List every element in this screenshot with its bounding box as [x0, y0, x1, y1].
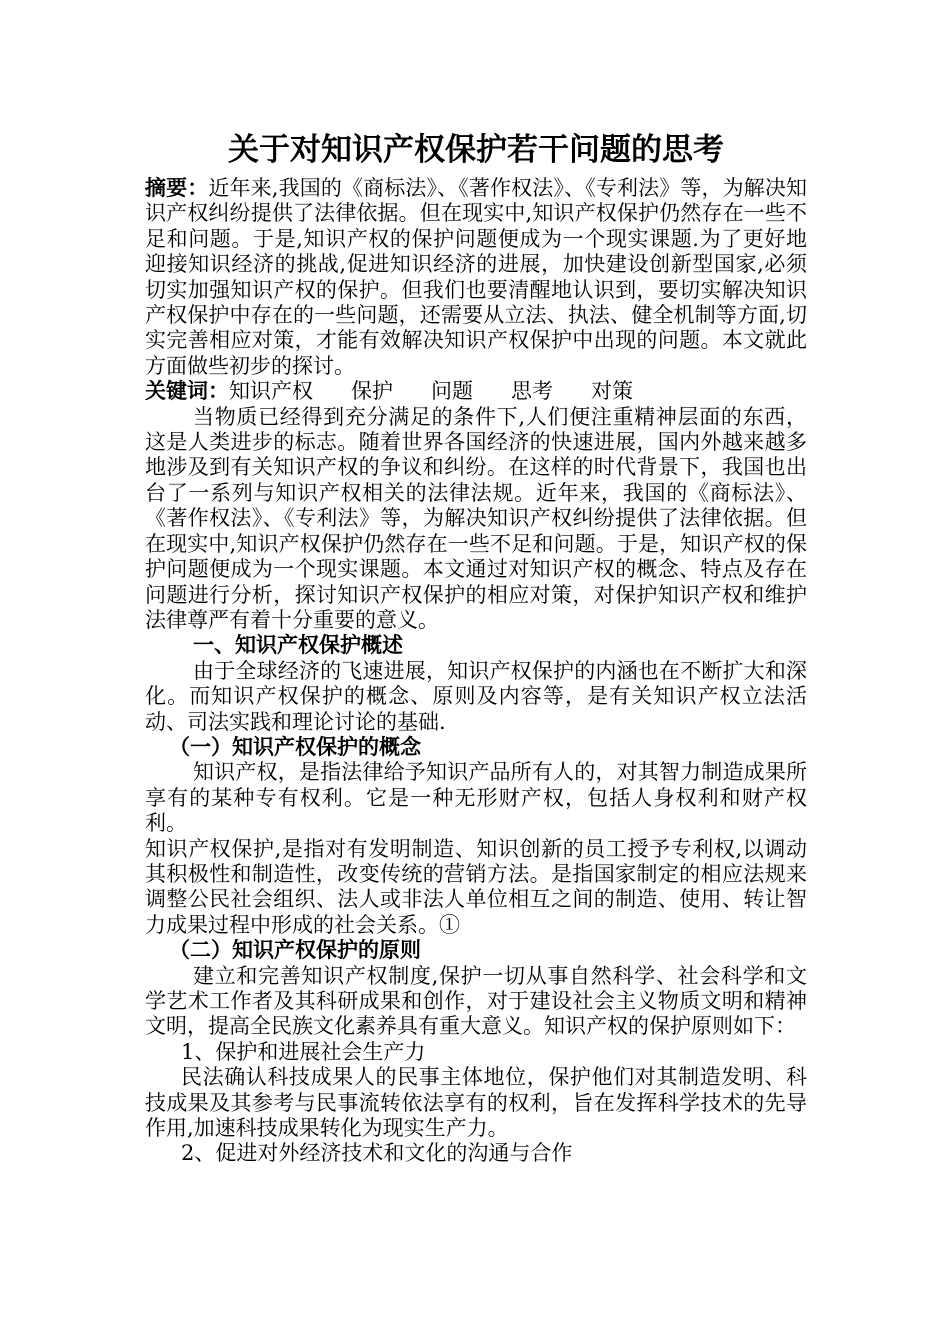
body-paragraph: 知识产权，是指法律给予知识产品所有人的，对其智力制造成果所享有的某种专有权利。它是一种无形财产权，包括人身权利和财产权利。 [145, 760, 807, 836]
abstract-text: 近年来,我国的《商标法》、《著作权法》、《专利法》等，为解决知识产权纠纷提供了法律依据。但在现实中,知识产权保护仍然存在一些不足和问题。于是,知识产权的保护问题便成为一个现实课题.为了更好地迎接知识经济的挑战,促进知识经济的进展，加快建设创新型国家,必须切实加强知识产权的保护。但我们也要清醒地认识到，要切实解决知识产权保护中存在的一些问题，还需要从立法、执法、健全机制等方面,切实完善相应对策，才能有效解决知识产权保护中出现的问题。本文就此方面做些初步的探讨。 [145, 176, 807, 378]
keyword-item: 知识产权 [229, 379, 313, 404]
section-paragraph: 由于全球经济的飞速进展，知识产权保护的内涵也在不断扩大和深化。而知识产权保护的概念、原则及内容等，是有关知识产权立法活动、司法实践和理论讨论的基础. [145, 658, 807, 734]
keyword-item: 思考 [511, 379, 553, 404]
keyword-item: 问题 [431, 379, 473, 404]
subsection-heading: （一）知识产权保护的概念 [169, 734, 421, 759]
keyword-item: 对策 [591, 379, 633, 404]
body-paragraph: 民法确认科技成果人的民事主体地位，保护他们对其制造发明、科技成果及其参考与民事流转依法享有的权利，旨在发挥科学技术的先导作用,加速科技成果转化为现实生产力。 [145, 1065, 807, 1141]
section-heading: 一、知识产权保护概述 [193, 633, 403, 658]
keywords-label: 关键词： [145, 379, 229, 404]
subsection-heading: （二）知识产权保护的原则 [169, 938, 421, 963]
intro-paragraph: 当物质已经得到充分满足的条件下,人们便注重精神层面的东西，这是人类进步的标志。随着世界各国经济的快速进展，国内外越来越多地涉及到有关知识产权的争议和纠纷。在这样的时代背景下，我国也出台了一系列与知识产权相关的法律法规。近年来，我国的《商标法》、《著作权法》、《专利法》等，为解决知识产权纠纷提供了法律依据。但在现实中,知识产权保护仍然存在一些不足和问题。于是，知识产权的保护问题便成为一个现实课题。本文通过对知识产权的概念、特点及存在问题进行分析，探讨知识产权保护的相应对策，对保护知识产权和维护法律尊严有着十分重要的意义。 [145, 404, 807, 632]
body-paragraph: 知识产权保护,是指对有发明制造、知识创新的员工授予专利权,以调动其积极性和制造性，改变传统的营销方法。是指国家制定的相应法规来调整公民社会组织、法人或非法人单位相互之间的制造、使用、转让智力成果过程中形成的社会关系。① [145, 836, 807, 937]
document-title: 关于对知识产权保护若干问题的思考 [228, 132, 724, 168]
document-page [145, 128, 807, 1167]
list-item-title: 1、保护和进展社会生产力 [181, 1039, 426, 1064]
body-paragraph: 建立和完善知识产权制度,保护一切从事自然科学、社会科学和文学艺术工作者及其科研成果和创作，对于建设社会主义物质文明和精神文明，提高全民族文化素养具有重大意义。知识产权的保护原则如下： [145, 963, 807, 1039]
keywords-row [145, 379, 807, 404]
abstract-paragraph [145, 176, 807, 379]
keyword-item: 保护 [351, 379, 393, 404]
list-item-title: 2、促进对外经济技术和文化的沟通与合作 [181, 1141, 573, 1166]
abstract-label: 摘要： [145, 176, 209, 200]
keywords-list [229, 379, 633, 404]
